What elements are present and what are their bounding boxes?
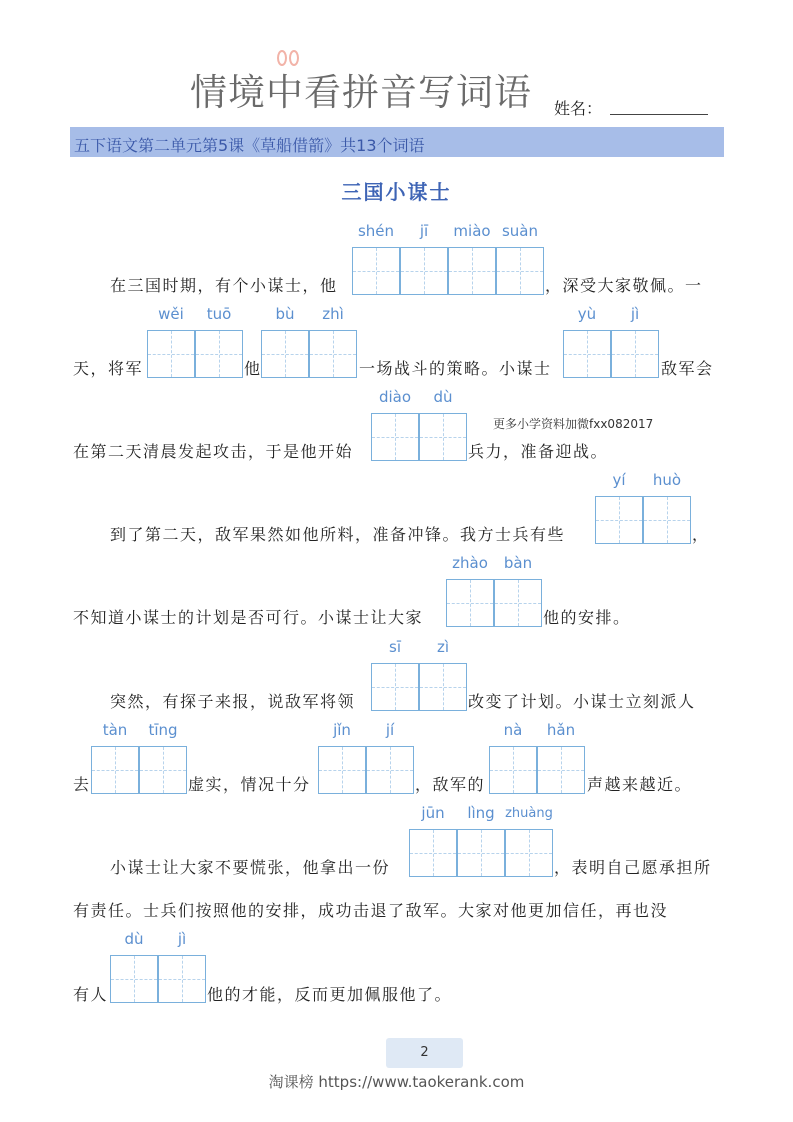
- lesson-banner: [70, 127, 724, 157]
- story-text: 声越来越近。: [587, 775, 693, 794]
- pinyin-label: tuō: [206, 305, 232, 323]
- story-text: 不知道小谋士的计划是否可行。小谋士让大家: [73, 608, 424, 627]
- pinyin-label: bàn: [503, 554, 533, 572]
- page-number-box: [386, 1038, 463, 1068]
- story-title: 三国小谋士: [341, 180, 452, 204]
- pinyin-label: zhuàng: [505, 806, 553, 821]
- story-text: 天，将军: [73, 359, 144, 378]
- writing-grid-cell[interactable]: [110, 955, 158, 1003]
- writing-grid-cell[interactable]: [371, 663, 419, 711]
- pinyin-label: hǎn: [546, 721, 576, 739]
- story-text: 一场战斗的策略。小谋士: [359, 359, 552, 378]
- promo-note: 更多小学资料加微fxx082017: [493, 417, 654, 431]
- writing-grid-cell[interactable]: [496, 247, 544, 295]
- story-text: 他的安排。: [543, 608, 631, 627]
- rabbit-ears-icon: [273, 50, 303, 66]
- writing-grid-cell[interactable]: [419, 413, 467, 461]
- pinyin-label: jí: [385, 721, 395, 739]
- pinyin-label: wěi: [158, 305, 184, 323]
- story-text: 小谋士让大家不要慌张，他拿出一份: [110, 858, 391, 877]
- writing-grid-cell[interactable]: [139, 746, 187, 794]
- lesson-banner-text: 五下语文第二单元第5课《草船借箭》共13个词语: [74, 136, 425, 155]
- writing-grid-cell[interactable]: [371, 413, 419, 461]
- story-text: 有人: [73, 985, 109, 1004]
- pinyin-label: bù: [275, 305, 295, 323]
- pinyin-label: dù: [433, 388, 453, 406]
- pinyin-label: sī: [389, 638, 401, 656]
- pinyin-label: jǐn: [333, 721, 351, 739]
- story-text: 他: [244, 359, 262, 378]
- pinyin-label: dù: [124, 930, 144, 948]
- writing-grid-cell[interactable]: [419, 663, 467, 711]
- writing-grid-cell[interactable]: [489, 746, 537, 794]
- story-text: ，: [692, 525, 710, 544]
- writing-grid-cell[interactable]: [352, 247, 400, 295]
- writing-grid-cell[interactable]: [505, 829, 553, 877]
- story-text: 在三国时期，有个小谋士，他: [110, 276, 338, 295]
- writing-grid-cell[interactable]: [494, 579, 542, 627]
- pinyin-label: huò: [652, 471, 682, 489]
- writing-grid-cell[interactable]: [446, 579, 494, 627]
- writing-grid-cell[interactable]: [595, 496, 643, 544]
- story-text: 敌军会: [661, 359, 714, 378]
- writing-grid-cell[interactable]: [309, 330, 357, 378]
- story-text: ，深受大家敬佩。一: [545, 276, 703, 295]
- pinyin-label: suàn: [501, 222, 539, 240]
- story-text: 去: [73, 775, 91, 794]
- writing-grid-cell[interactable]: [537, 746, 585, 794]
- story-text: 兵力，准备迎战。: [468, 442, 609, 461]
- writing-grid-cell[interactable]: [147, 330, 195, 378]
- pinyin-label: zhì: [322, 305, 344, 323]
- writing-grid-cell[interactable]: [366, 746, 414, 794]
- pinyin-label: lìng: [467, 804, 495, 822]
- pinyin-label: jì: [177, 930, 187, 948]
- pinyin-label: diào: [378, 388, 412, 406]
- writing-grid-cell[interactable]: [409, 829, 457, 877]
- writing-grid-cell[interactable]: [457, 829, 505, 877]
- story-text: 虚实，情况十分: [188, 775, 311, 794]
- writing-grid-cell[interactable]: [195, 330, 243, 378]
- pinyin-label: tàn: [102, 721, 128, 739]
- story-text: ，表明自己愿承担所: [554, 858, 712, 877]
- pinyin-label: jūn: [421, 804, 445, 822]
- story-text: 他的才能，反而更加佩服他了。: [207, 985, 453, 1004]
- pinyin-label: miào: [453, 222, 491, 240]
- writing-grid-cell[interactable]: [611, 330, 659, 378]
- worksheet-logo-title: 情境中看拼音写词语: [190, 71, 532, 114]
- writing-grid-cell[interactable]: [563, 330, 611, 378]
- pinyin-label: yí: [612, 471, 626, 489]
- pinyin-label: jī: [419, 222, 429, 240]
- pinyin-label: zì: [436, 638, 450, 656]
- pinyin-label: nà: [503, 721, 523, 739]
- story-text: 改变了计划。小谋士立刻派人: [468, 692, 696, 711]
- writing-grid-cell[interactable]: [158, 955, 206, 1003]
- story-text: 有责任。士兵们按照他的安排，成功击退了敌军。大家对他更加信任，再也没: [73, 901, 669, 920]
- page-number: 2: [420, 1045, 429, 1060]
- pinyin-label: jì: [630, 305, 640, 323]
- writing-grid-cell[interactable]: [400, 247, 448, 295]
- story-text: 突然，有探子来报，说敌军将领: [110, 692, 356, 711]
- writing-grid-cell[interactable]: [318, 746, 366, 794]
- writing-grid-cell[interactable]: [91, 746, 139, 794]
- pinyin-label: shén: [357, 222, 395, 240]
- pinyin-label: tīng: [148, 721, 178, 739]
- name-label: 姓名：: [554, 99, 603, 118]
- story-text: 到了第二天，敌军果然如他所料，准备冲锋。我方士兵有些: [110, 525, 566, 544]
- story-text: ，敌军的: [415, 775, 486, 794]
- writing-grid-cell[interactable]: [261, 330, 309, 378]
- name-input-line[interactable]: [610, 114, 708, 115]
- story-text: 在第二天清晨发起攻击，于是他开始: [73, 442, 354, 461]
- writing-grid-cell[interactable]: [643, 496, 691, 544]
- pinyin-label: yù: [577, 305, 597, 323]
- writing-grid-cell[interactable]: [448, 247, 496, 295]
- pinyin-label: zhào: [452, 554, 488, 572]
- footer-source: 淘课榜 https://www.taokerank.com: [268, 1073, 525, 1091]
